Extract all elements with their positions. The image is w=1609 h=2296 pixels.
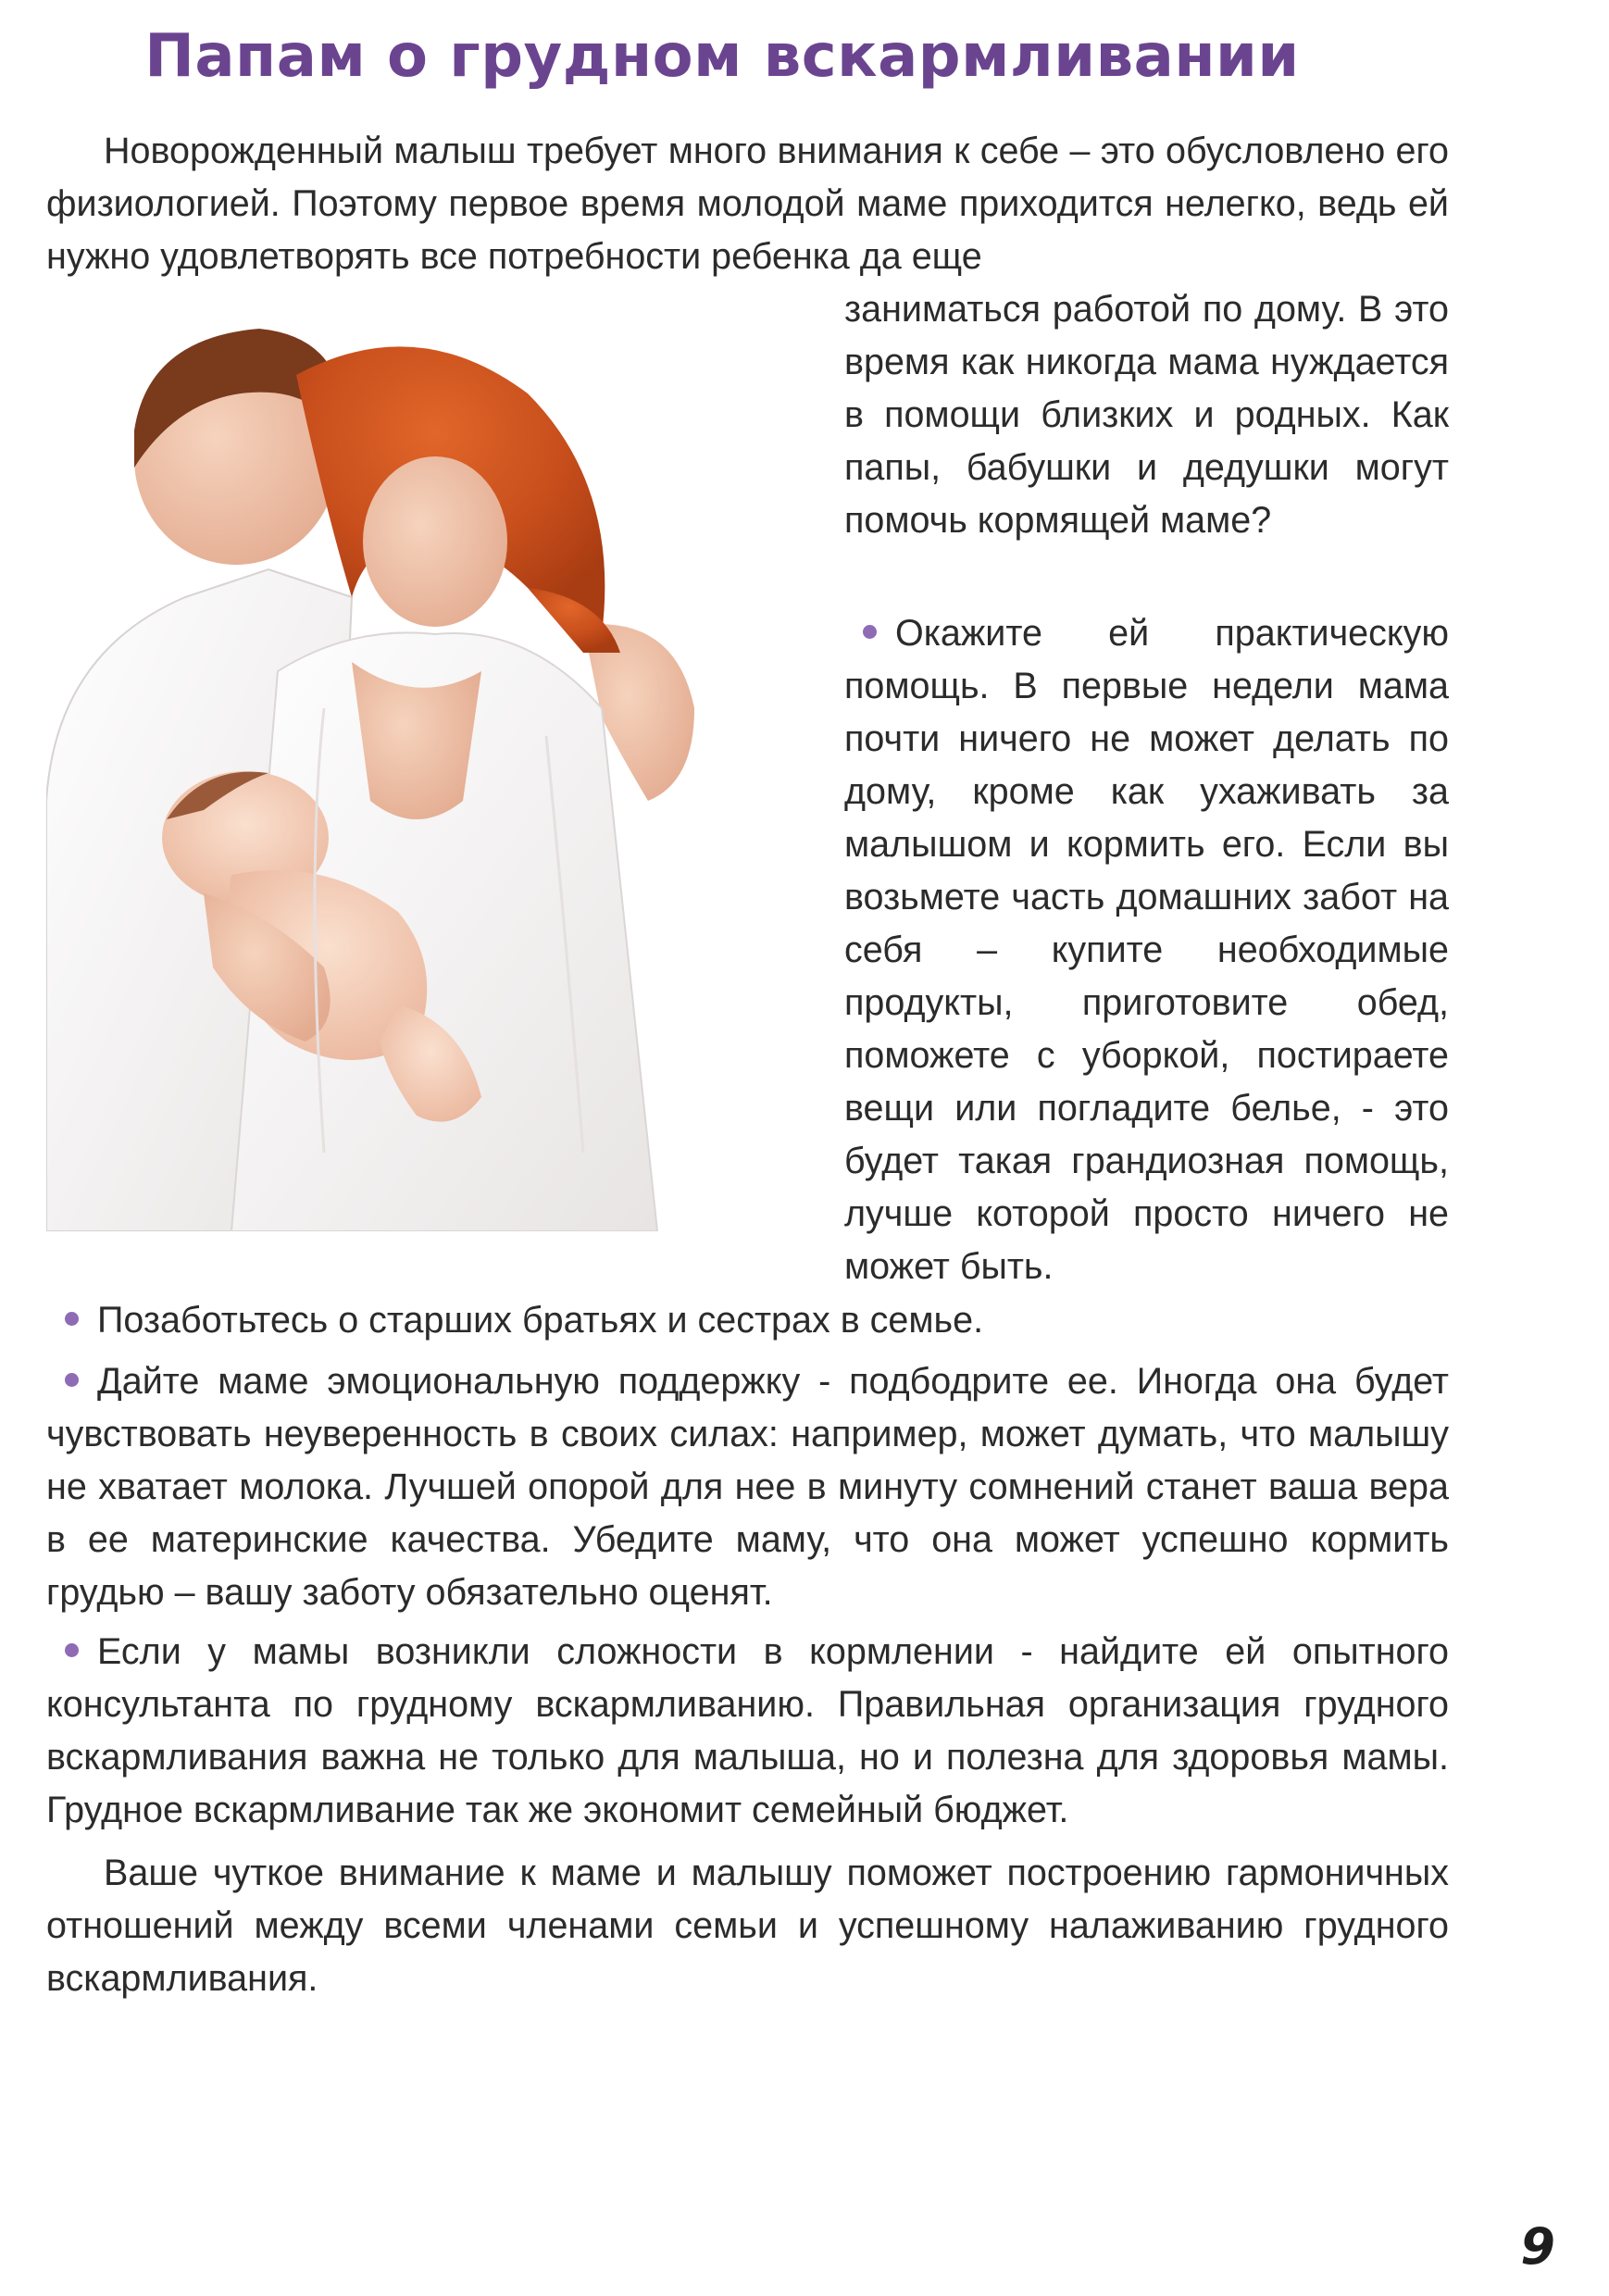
bullet-text: Если у мамы возникли сложности в кормлении - найдите ей опытного консультанта по грудному вскармливанию. Правильная организация грудного вскармливания важна не только для малыша, но и полезна для здоровья мамы. Грудное вскармливание так же экономит семейный бюджет. [46, 1631, 1449, 1830]
page-title: Папам о грудном вскармливании [144, 22, 1300, 91]
bullet-emotional-support [46, 1355, 1449, 1619]
intro-paragraph: Новорожденный малыш требует много внимания к себе – это обусловлено его физиологией. Поэтому первое время молодой маме приходится нелегко, ведь ей нужно удовлетворять все потребности ребенка да еще [46, 131, 1449, 277]
bullet-practical-help [844, 607, 1449, 1293]
page-number: 9 [1520, 2217, 1555, 2276]
family-breastfeeding-photo [46, 319, 842, 1231]
bullet-dot [65, 1312, 79, 1326]
bullet-text: Дайте маме эмоциональную поддержку - подбодрите ее. Иногда она будет чувствовать неуверенность в своих силах: например, может думать, что малышу не хватает молока. Лучшей опорой для нее в минуту сомнений станет ваша вера в ее материнские качества. Убедите маму, что она может успешно кормить грудью – вашу заботу обязательно оценят. [46, 1361, 1449, 1613]
closing-paragraph: Ваше чуткое внимание к маме и малышу поможет построению гармоничных отношений между всеми членами семьи и успешному налаживанию грудного вскармливания. [46, 1853, 1449, 1999]
bullet-consultant [46, 1626, 1449, 1837]
bullet-text: Окажите ей практическую помощь. В первые недели мама почти ничего не может делать по дому, кроме как ухаживать за малышом и кормить его. Если вы возьмете часть домашних забот на себя – купите необходимые продукты, приготовите обед, поможете с уборкой, постираете вещи или погладите белье, - это будет такая грандиозная помощь, лучше которой просто ничего не может быть. [844, 613, 1449, 1287]
bullet-text: Позаботьтесь о старших братьях и сестрах в семье. [97, 1300, 984, 1341]
bullet-dot [65, 1373, 79, 1387]
side-paragraph: заниматься работой по дому. В это время как никогда мама нуждается в помощи близких и родных. Как папы, бабушки и дедушки могут помочь кормящей маме? [844, 289, 1449, 541]
bullet-dot [863, 625, 877, 639]
bullet-siblings [46, 1294, 1449, 1347]
bullet-dot [65, 1643, 79, 1657]
